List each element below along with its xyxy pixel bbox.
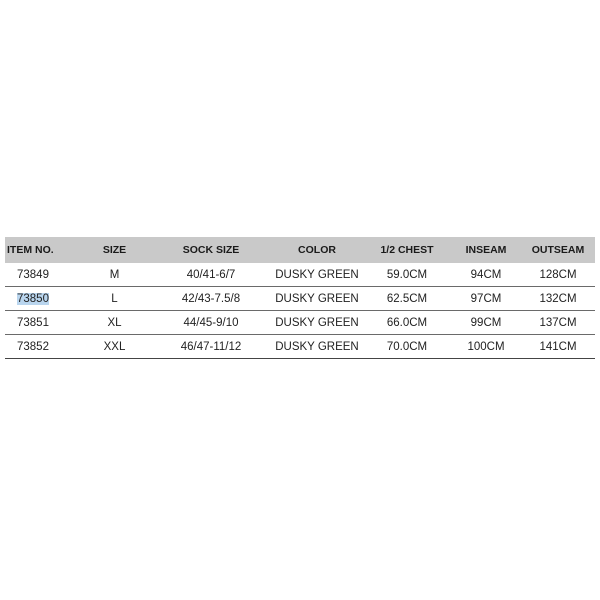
cell-inseam: 94CM (451, 263, 521, 287)
cell-sock-size: 42/43-7.5/8 (151, 287, 271, 311)
cell-outseam: 132CM (521, 287, 595, 311)
header-outseam: OUTSEAM (531, 244, 585, 256)
header-half-chest: 1/2 CHEST (380, 244, 434, 256)
cell-inseam: 97CM (451, 287, 521, 311)
cell-color: DUSKY GREEN (271, 311, 363, 335)
header-size: SIZE (102, 244, 127, 256)
cell-size: L (78, 287, 151, 311)
cell-outseam: 128CM (521, 263, 595, 287)
header-inseam: INSEAM (465, 244, 507, 256)
header-sock-size: SOCK SIZE (182, 244, 240, 256)
cell-item-no: 73851 (5, 311, 78, 335)
table-header-row (5, 237, 595, 263)
cell-size: XXL (78, 335, 151, 359)
cell-color: DUSKY GREEN (271, 287, 363, 311)
table-row (5, 311, 595, 335)
table-row (5, 287, 595, 311)
cell-sock-size: 46/47-11/12 (151, 335, 271, 359)
selected-item-no[interactable]: 73850 (17, 292, 49, 305)
cell-sock-size: 40/41-6/7 (151, 263, 271, 287)
size-chart-table (5, 237, 595, 359)
cell-half-chest: 62.5CM (363, 287, 451, 311)
cell-item-no: 73849 (5, 263, 78, 287)
header-item-no: ITEM NO. (7, 244, 54, 256)
cell-sock-size: 44/45-9/10 (151, 311, 271, 335)
cell-inseam: 99CM (451, 311, 521, 335)
cell-inseam: 100CM (451, 335, 521, 359)
cell-size: M (78, 263, 151, 287)
cell-color: DUSKY GREEN (271, 335, 363, 359)
cell-item-no: 73852 (5, 335, 78, 359)
cell-outseam: 141CM (521, 335, 595, 359)
cell-half-chest: 59.0CM (363, 263, 451, 287)
header-color: COLOR (298, 244, 336, 256)
cell-outseam: 137CM (521, 311, 595, 335)
cell-size: XL (78, 311, 151, 335)
table-row (5, 335, 595, 359)
cell-item-no (5, 287, 78, 311)
cell-half-chest: 66.0CM (363, 311, 451, 335)
cell-half-chest: 70.0CM (363, 335, 451, 359)
cell-color: DUSKY GREEN (271, 263, 363, 287)
table-row (5, 263, 595, 287)
